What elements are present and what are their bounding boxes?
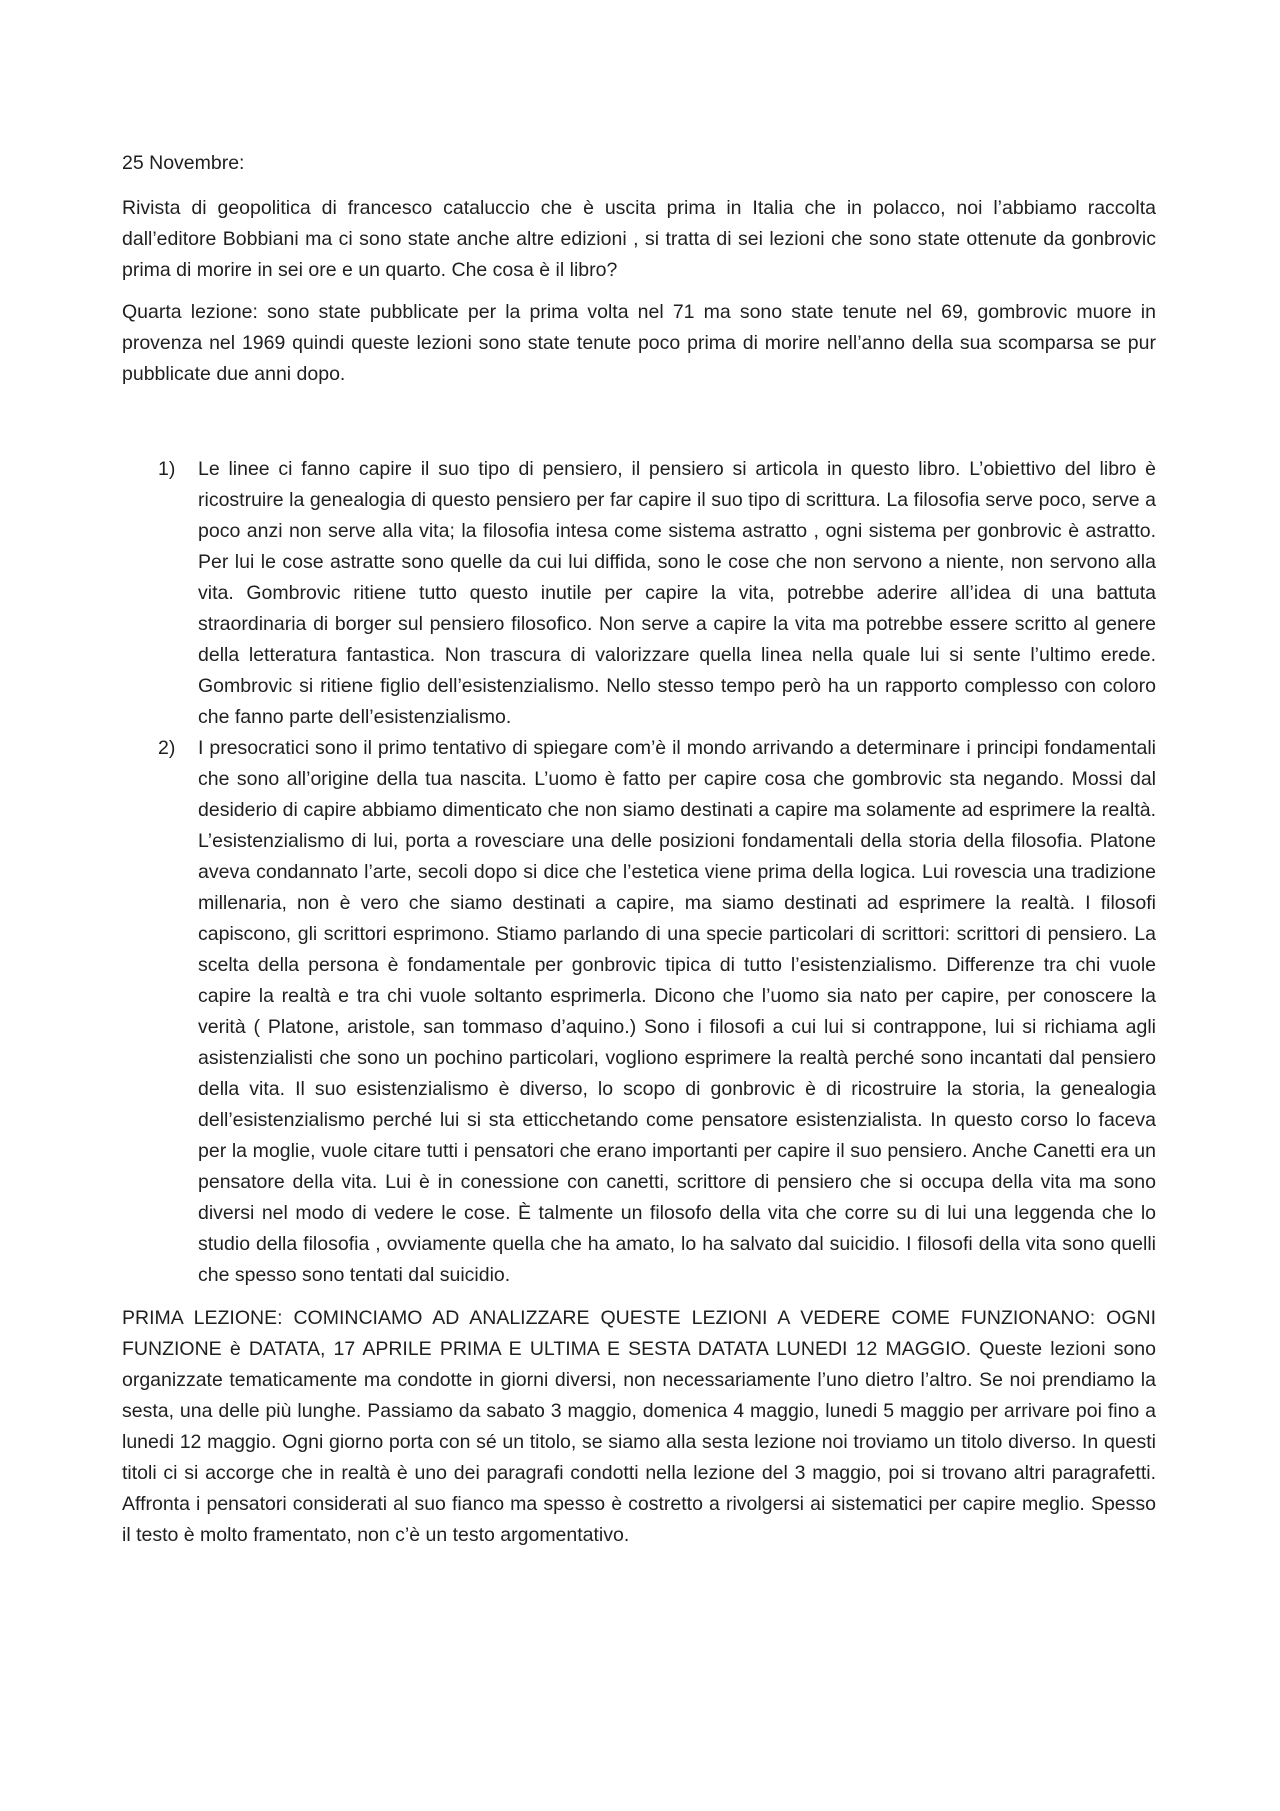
first-lesson-paragraph: PRIMA LEZIONE: COMINCIAMO AD ANALIZZARE QUESTE LEZIONI A VEDERE COME FUNZIONANO: OGNI FUNZIONE è DATATA, 17 APRILE PRIMA E ULTIMA E SESTA DATATA LUNEDI 12 MAGGIO. Queste lezioni sono organizzate tematicamente ma condotte in giorni diversi, non necessariamente l’uno dietro l’altro. Se noi prendiamo la sesta, una delle più lunghe. Passiamo da sabato 3 maggio, domenica 4 maggio, lunedi 5 maggio per arrivare poi fino a lunedi 12 maggio. Ogni giorno porta con sé un titolo, se siamo alla sesta lezione noi troviamo un titolo diverso. In questi titoli ci si accorge che in realtà è uno dei paragrafi condotti nella lezione del 3 maggio, poi si trovano altri paragrafetti. Affronta i pensatori considerati al suo fianco ma spesso è costretto a rivolgersi ai sistematici per capire meglio. Spesso il testo è molto framentato, non c’è un testo argomentativo. [122,1307,1156,1546]
intro-paragraph: Rivista di geopolitica di francesco cataluccio che è uscita prima in Italia che in polacco, noi l’abbiamo raccolta dall’editore Bobbiani ma ci sono state anche altre edizioni , si tratta di sei lezioni che sono state ottenute da gonbrovic prima di morire in sei ore e un quarto. Che cosa è il libro? [122,197,1156,281]
list-item-number: 1) [158,458,176,480]
list-item [122,454,1156,733]
list-item-text: I presocratici sono il primo tentativo di spiegare com’è il mondo arrivando a determinare i principi fondamentali che sono all’origine della tua nascita. L’uomo è fatto per capire cosa che gombrovic sta negando. Mossi dal desiderio di capire abbiamo dimenticato che non siamo destinati a capire ma solamente ad esprimere la realtà. L’esistenzialismo di lui, porta a rovesciare una delle posizioni fondamentali della storia della filosofia. Platone aveva condannato l’arte, secoli dopo si dice che l’estetica viene prima della logica. Lui rovescia una tradizione millenaria, non è vero che siamo destinati a capire, ma siamo destinati ad esprimere la realtà. I filosofi capiscono, gli scrittori esprimono. Stiamo parlando di una specie particolari di scrittori: scrittori di pensiero. La scelta della persona è fondamentale per gonbrovic tipica di tutto l’esistenzialismo. Differenze tra chi vuole capire la realtà e tra chi vuole soltanto esprimerla. Dicono che l’uomo sia nato per capire, per conoscere la verità ( Platone, aristole, san tommaso d’aquino.) Sono i filosofi a cui lui si contrappone, lui si richiama agli asistenzialisti che sono un pochino particolari, vogliono esprimere la realtà perché sono incantati dal pensiero della vita. Il suo esistenzialismo è diverso, lo scopo di gonbrovic è di ricostruire la storia, la genealogia dell’esistenzialismo perché lui si sta etticchetando come pensatore esistenzialista. In questo corso lo faceva per la moglie, vuole citare tutti i pensatori che erano importanti per capire il suo pensiero. Anche Canetti era un pensatore della vita. Lui è in conessione con canetti, scrittore di pensiero che si occupa della vita ma sono diversi nel modo di vedere le cose. È talmente un filosofo della vita che corre su di lui una leggenda che lo studio della filosofia , ovviamente quella che ha amato, lo ha salvato dal suicidio. I filosofi della vita sono quelli che spesso sono tentati dal suicidio. [198,737,1156,1286]
list-item-text: Le linee ci fanno capire il suo tipo di pensiero, il pensiero si articola in questo libro. L’obiettivo del libro è ricostruire la genealogia di questo pensiero per far capire il suo tipo di scrittura. La filosofia serve poco, serve a poco anzi non serve alla vita; la filosofia intesa come sistema astratto , ogni sistema per gonbrovic è astratto. Per lui le cose astratte sono quelle da cui lui diffida, sono le cose che non servono a niente, non servono alla vita. Gombrovic ritiene tutto questo inutile per capire la vita, potrebbe aderire all’idea di una battuta straordinaria di borger sul pensiero filosofico. Non serve a capire la vita ma potrebbe essere scritto al genere della letteratura fantastica. Non trascura di valorizzare quella linea nella quale lui si sente l’ultimo erede. Gombrovic si ritiene figlio dell’esistenzialismo. Nello stesso tempo però ha un rapporto complesso con coloro che fanno parte dell’esistenzialismo. [198,458,1156,728]
document-page [122,148,1156,1562]
fourth-lesson-paragraph: Quarta lezione: sono state pubblicate per la prima volta nel 71 ma sono state tenute nel 69, gombrovic muore in provenza nel 1969 quindi queste lezioni sono state tenute poco prima di morire nell’anno della sua scomparsa se pur pubblicate due anni dopo. [122,301,1156,385]
date-heading: 25 Novembre: [122,152,245,174]
list-item [122,733,1156,1291]
list-item-number: 2) [158,737,176,759]
numbered-list [122,454,1156,1291]
